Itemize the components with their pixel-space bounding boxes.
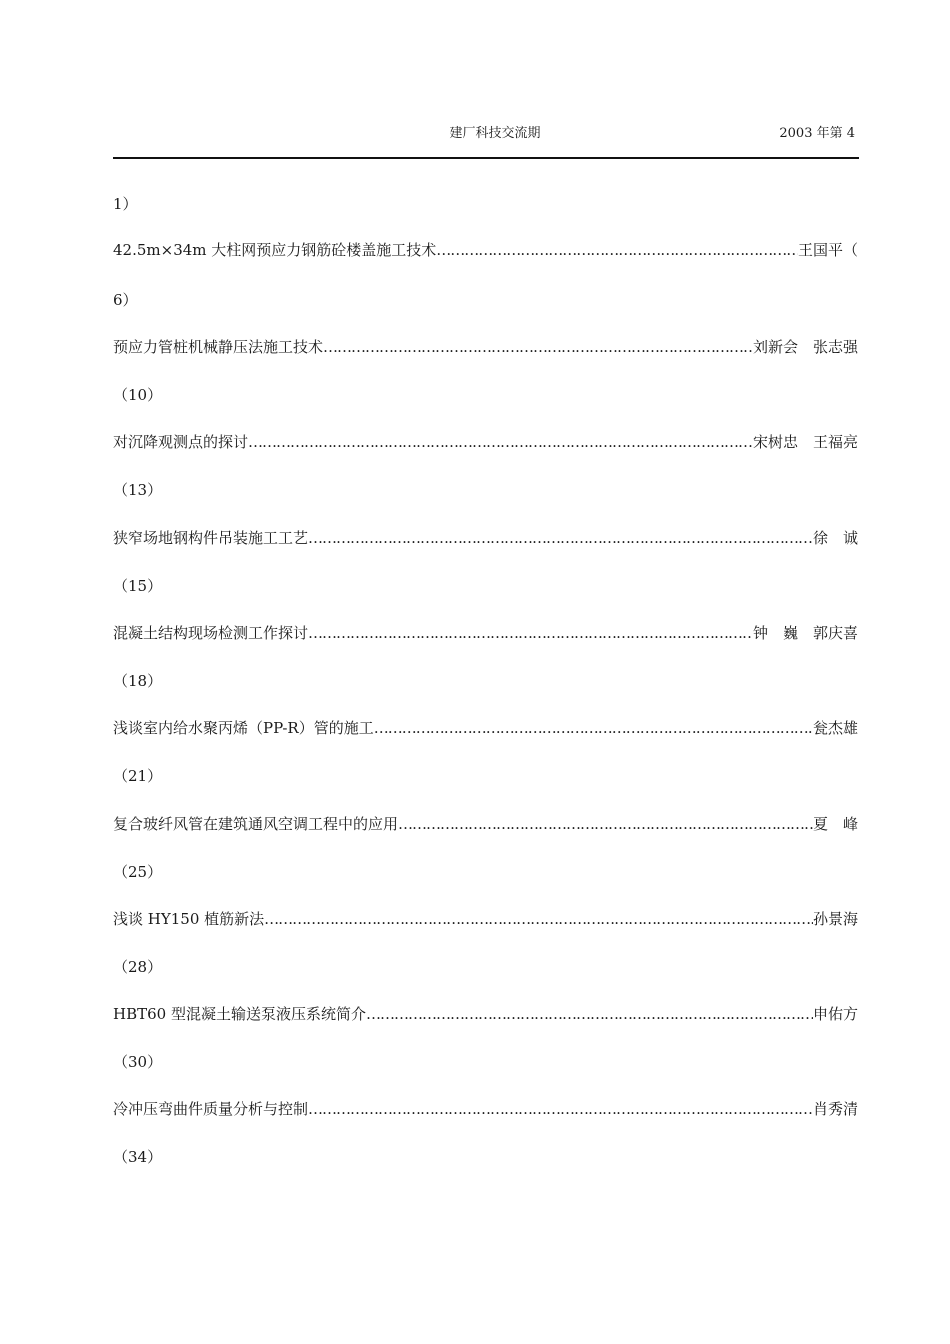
toc-entry-page: （18） — [113, 672, 163, 690]
dot-leader — [308, 526, 813, 550]
toc-entry-title: 浅谈 HY150 植筋新法 — [113, 910, 265, 928]
toc-entry — [113, 812, 858, 836]
toc-entry-author: 王国平（ — [797, 241, 858, 259]
toc-entry-page: （34） — [113, 1148, 163, 1166]
dot-leader — [308, 1097, 813, 1121]
toc-entry — [113, 907, 858, 931]
header-divider — [113, 157, 859, 159]
journal-title: 建厂科技交流期 — [449, 126, 541, 141]
toc-entry-title: 狭窄场地钢构件吊装施工工艺 — [113, 529, 309, 547]
toc-entry-author: 肖秀清 — [812, 1100, 858, 1118]
toc-entry-page: （13） — [113, 481, 163, 499]
toc-page-fragment: 1） — [113, 195, 138, 213]
toc-entry — [113, 335, 858, 359]
toc-entry-page: 6） — [113, 291, 138, 309]
toc-entry-title: 混凝土结构现场检测工作探讨 — [113, 624, 309, 642]
dot-leader — [436, 238, 798, 262]
toc-entry-title: 预应力管桩机械静压法施工技术 — [113, 338, 324, 356]
dot-leader — [248, 430, 753, 454]
toc-entry-page: （25） — [113, 863, 163, 881]
toc-entry-title: 对沉降观测点的探讨 — [113, 433, 249, 451]
toc-entry-title: 复合玻纤风管在建筑通风空调工程中的应用 — [113, 815, 399, 833]
toc-entry — [113, 526, 858, 550]
issue-label: 2003 年第 4 — [779, 126, 855, 141]
toc-entry-title: 42.5m×34m 大柱网预应力钢筋砼楼盖施工技术 — [113, 241, 437, 259]
toc-entry-author: 申佑方 — [812, 1005, 858, 1023]
toc-entry — [113, 238, 858, 262]
toc-entry-title: HBT60 型混凝土输送泵液压系统简介 — [113, 1005, 366, 1023]
toc-entry-page: （28） — [113, 958, 163, 976]
toc-entry-author: 瓮杰雄 — [812, 719, 858, 737]
dot-leader — [308, 621, 753, 645]
dot-leader — [374, 716, 813, 740]
toc-entry-title: 浅谈室内给水聚丙烯（PP-R）管的施工 — [113, 719, 374, 737]
toc-entry — [113, 1002, 858, 1026]
dot-leader — [366, 1002, 813, 1026]
toc-entry-page: （30） — [113, 1053, 163, 1071]
toc-entry-page: （10） — [113, 386, 163, 404]
toc-entry-author: 钟 巍 郭庆喜 — [752, 624, 858, 642]
toc-entry — [113, 430, 858, 454]
toc-entry — [113, 716, 858, 740]
toc-entry-title: 冷冲压弯曲件质量分析与控制 — [113, 1100, 309, 1118]
toc-entry-author: 夏 峰 — [812, 815, 858, 833]
toc-entry-author: 徐 诚 — [812, 529, 858, 547]
toc-entry — [113, 1097, 858, 1121]
dot-leader — [264, 907, 813, 931]
toc-entry-page: （15） — [113, 577, 163, 595]
toc-entry-page: （21） — [113, 767, 163, 785]
dot-leader — [323, 335, 753, 359]
toc-entry-author: 宋树忠 王福亮 — [752, 433, 858, 451]
toc-entry-author: 孙景海 — [812, 910, 858, 928]
toc-entry — [113, 621, 858, 645]
toc-entry-author: 刘新会 张志强 — [752, 338, 858, 356]
dot-leader — [398, 812, 813, 836]
